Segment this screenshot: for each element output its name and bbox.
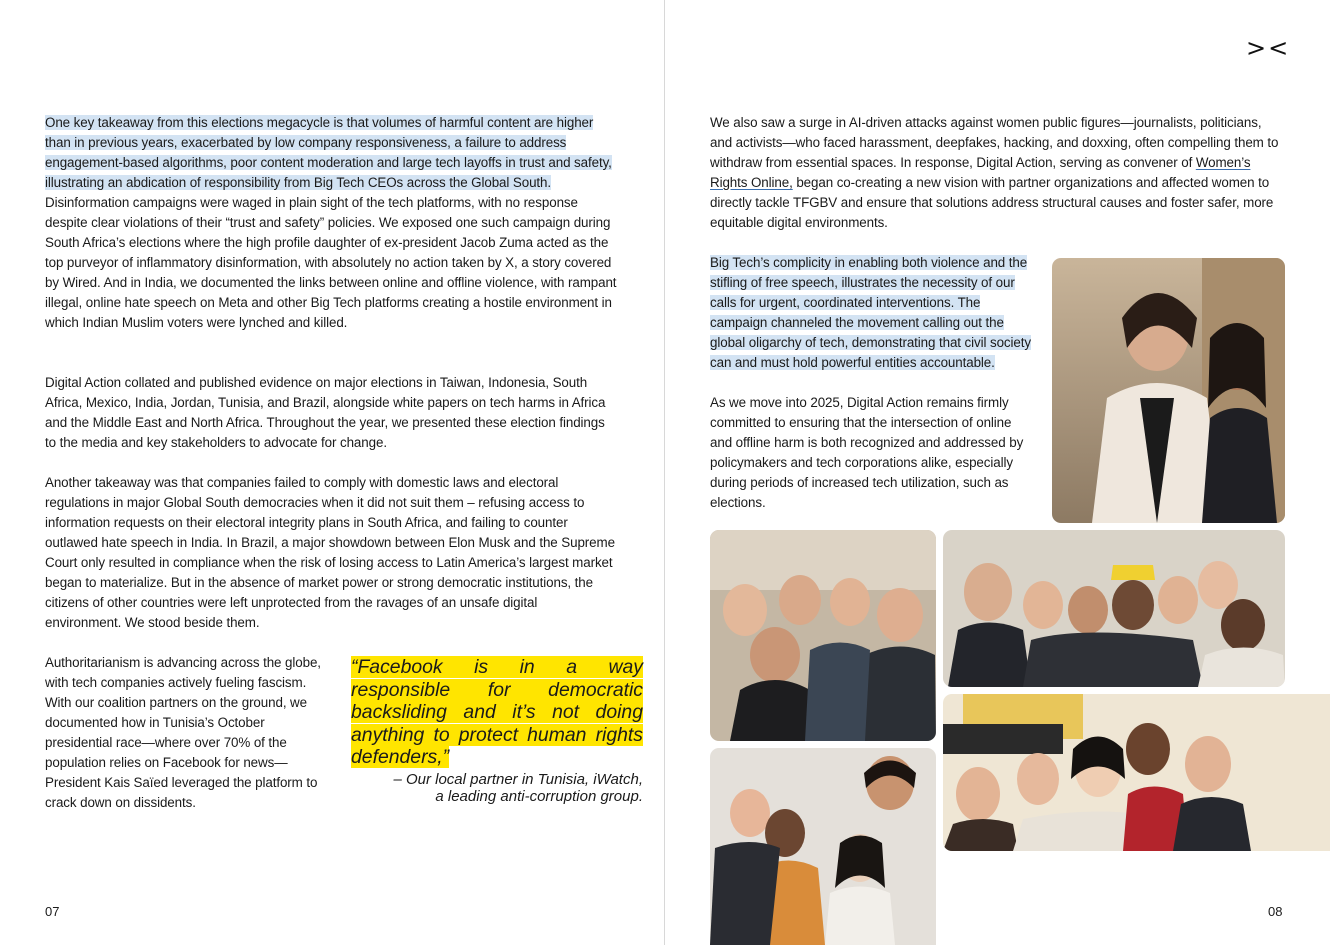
- photo-group-men: [710, 530, 936, 741]
- paragraph-text: Disinformation campaigns were waged in plain sight of the tech platforms, with no response despite clear violations of their “trust and safety” policies. We exposed one such campaign during South Africa’s elections where the high profile daughter of ex-president Jacob Zuma acted as the top purveyor of inflammatory disinformation, with absolutely no action taken by X, a story covered by Wired. And in India, we documented the links between online and offline violence, with rampant illegal, online hate speech on Meta and other Big Tech platforms creating a hostile environment in which Indian Muslim voters were lynched and killed.: [45, 195, 617, 330]
- quote-text: “Facebook is in a way responsible for democratic backsliding and it’s not doing anything to protect human rights defenders,”: [351, 656, 643, 769]
- womens-rights-online-link[interactable]: Women’s Rights Online,: [710, 155, 1251, 190]
- logo-icon: ><: [1246, 34, 1291, 62]
- photo-group-delegates: [943, 530, 1285, 687]
- page-gutter: [664, 0, 665, 945]
- right-paragraph-1: We also saw a surge in AI-driven attacks against women public figures—journalists, politicians, and activists—who faced harassment, deepfakes, hacking, and doxxing, often compelling them to withdraw from essential spaces. In response, Digital Action, serving as convener of Women’s Rights Online, began co-creating a new vision with partner organizations and affected women to directly tackle TFGBV and ensure that solutions address structural causes and foster safer, more equitable digital environments.: [710, 115, 1279, 230]
- pull-quote: [351, 656, 643, 805]
- left-paragraph-2: Digital Action collated and published evidence on major elections in Taiwan, Indonesia, South Africa, Mexico, India, Jordan, Tunisia, and Brazil, alongside white papers on tech harms in Africa and the Middle East and North Africa. Throughout the year, we presented these election findings to the media and key stakeholders to advocate for change.: [45, 375, 606, 450]
- page-number-right: 08: [1268, 904, 1283, 919]
- photo-group-women: [943, 694, 1330, 851]
- highlighted-text: Big Tech’s complicity in enabling both violence and the stifling of free speech, illustrates the necessity of our calls for urgent, coordinated interventions. The campaign channeled the movement calling out the global oligarchy of tech, demonstrating that civil society can and must hold powerful entities accountable.: [710, 255, 1031, 370]
- left-paragraph-3: Another takeaway was that companies failed to comply with domestic laws and electoral regulations in major Global South democracies when it did not suit them – refusing access to information requests on their electoral integrity plans in South Africa, and failing to counter outlawed hate speech in India. In Brazil, a major showdown between Elon Musk and the Supreme Court only resulted in compliance when the risk of losing access to Latin America’s largest market began to materialize. But in the absence of market power or strong democratic institutions, the citizens of other countries were left unprotected from the ravages of an unsafe digital environment. We stood beside them.: [45, 475, 615, 630]
- left-paragraph-4: Authoritarianism is advancing across the globe, with tech companies actively fueling fascism. With our coalition partners on the ground, we documented how in Tunisia’s October presidential race—where over 70% of the population relies on Facebook for news—President Kais Saïed leveraged the platform to crack down on dissidents.: [45, 655, 321, 810]
- quote-attribution: – Our local partner in Tunisia, iWatch, a leading anti-corruption group.: [393, 770, 643, 805]
- right-paragraph-3: As we move into 2025, Digital Action remains firmly committed to ensuring that the intersection of online and offline harm is both recognized and addressed by policymakers and tech corporations alike, especially during periods of increased tech utilization, such as elections.: [710, 395, 1024, 510]
- photo-group-attendees: [710, 748, 936, 945]
- highlighted-text: One key takeaway from this elections megacycle is that volumes of harmful content are higher than in previous years, exacerbated by low company responsiveness, a failure to address engagement-based algorithms, poor content moderation and large tech layoffs in trust and safety, illustrating an abdication of responsibility from Big Tech CEOs across the Global South.: [45, 115, 612, 190]
- photo-two-women: [1052, 258, 1285, 523]
- right-paragraph-2: [710, 253, 1036, 373]
- left-paragraph-1: [45, 113, 621, 333]
- page-number-left: 07: [45, 904, 60, 919]
